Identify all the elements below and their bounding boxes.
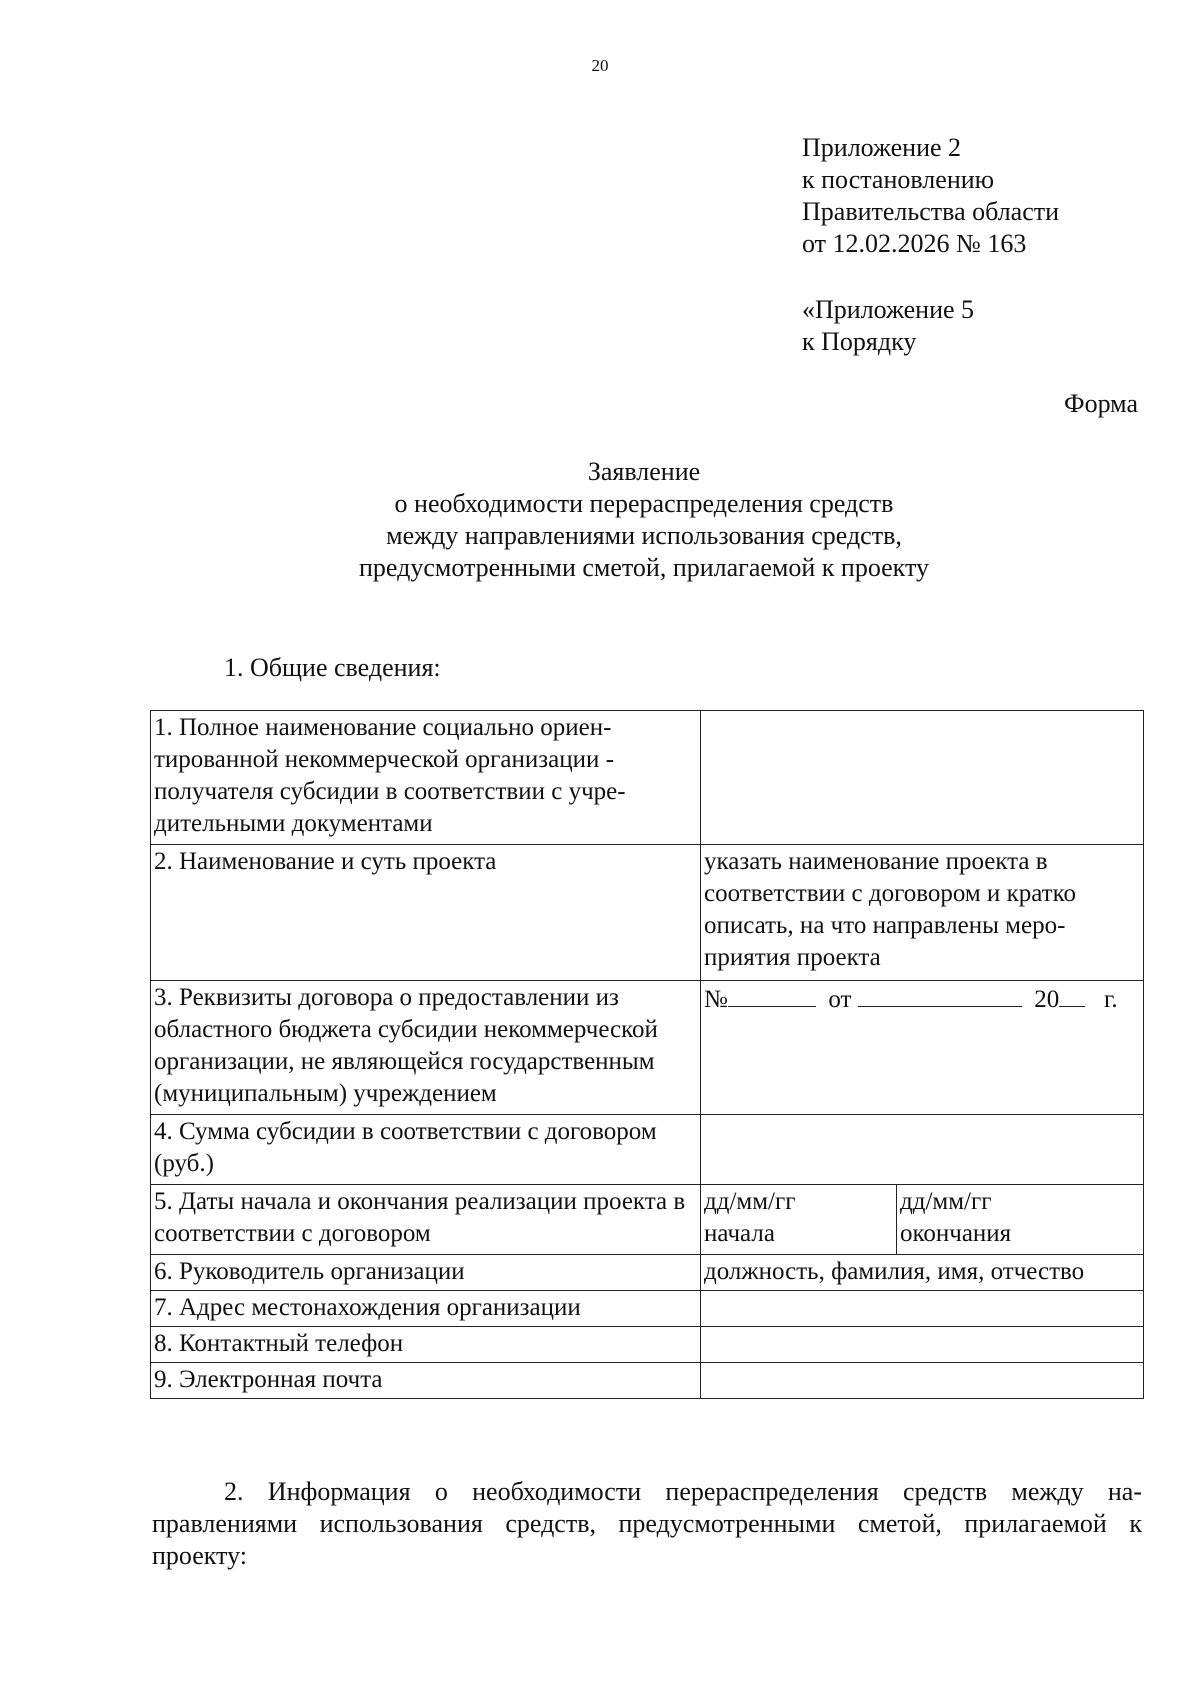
table-row bbox=[151, 981, 1144, 1115]
email-label: 9. Электронная почта bbox=[151, 1363, 701, 1399]
appendix-5-line-1: «Приложение 5 bbox=[802, 295, 975, 324]
agreement-year-suffix: г. bbox=[1103, 986, 1118, 1013]
appendix-5-line-2: к Порядку bbox=[802, 327, 917, 356]
appendix-2-line-1: Приложение 2 bbox=[802, 133, 962, 162]
agreement-year-blank[interactable] bbox=[1059, 982, 1085, 1007]
table-row bbox=[151, 1327, 1144, 1363]
appendix-2-line-4: от 12.02.2026 № 163 bbox=[802, 229, 1027, 258]
start-date-format: дд/мм/гг bbox=[704, 1188, 796, 1215]
head-of-org-label: 6. Руководитель организации bbox=[151, 1255, 701, 1291]
phone-field[interactable] bbox=[701, 1327, 1144, 1363]
project-name-label: 2. Наименование и суть проекта bbox=[151, 845, 701, 981]
org-name-label: 1. Полное наименование социально ориентированной некоммерческой организации - получателя субсидии в соответствии с учредительными документами bbox=[151, 711, 701, 845]
end-date-format: дд/мм/гг bbox=[900, 1188, 992, 1215]
page-number: 20 bbox=[591, 56, 609, 75]
org-name-field[interactable] bbox=[701, 711, 1144, 845]
title-line-2: о необходимости перераспределения средств bbox=[394, 489, 894, 518]
agreement-number-blank[interactable] bbox=[728, 982, 816, 1007]
section-2-text: 2. Информация о необходимости перераспределения средств между направлениями использования средств, предусмотренными сметой, прилагаемой к проекту: bbox=[152, 1477, 1142, 1570]
org-address-field[interactable] bbox=[701, 1291, 1144, 1327]
section-2-paragraph bbox=[152, 1476, 1142, 1572]
end-date-caption: окончания bbox=[900, 1220, 1012, 1247]
agreement-date-blank[interactable] bbox=[858, 982, 1022, 1007]
document-title bbox=[0, 456, 1200, 584]
section-1-heading: 1. Общие сведения: bbox=[224, 653, 441, 682]
table-row bbox=[151, 1185, 1144, 1255]
agreement-details-field[interactable] bbox=[701, 981, 1144, 1115]
project-name-field[interactable]: указать наименование проекта в соответствии с договором и кратко описать, на что направлены мероприятия проекта bbox=[701, 845, 1144, 981]
subsidy-amount-field[interactable] bbox=[701, 1115, 1144, 1185]
title-line-1: Заявление bbox=[587, 457, 701, 486]
appendix-2-block bbox=[802, 132, 1059, 260]
table-row bbox=[151, 1115, 1144, 1185]
appendix-5-block bbox=[802, 294, 974, 358]
table-row bbox=[151, 711, 1144, 845]
form-label: Форма bbox=[1064, 389, 1138, 418]
phone-label: 8. Контактный телефон bbox=[151, 1327, 701, 1363]
table-row bbox=[151, 1291, 1144, 1327]
project-start-date-field[interactable] bbox=[701, 1185, 897, 1255]
head-of-org-field[interactable]: должность, фамилия, имя, отчество bbox=[701, 1255, 1144, 1291]
appendix-2-line-3: Правительства области bbox=[802, 197, 1060, 226]
agreement-details-label: 3. Реквизиты договора о предоставлении из областного бюджета субсидии некоммерческой организации, не являющейся государственным (муниципальным) учреждением bbox=[151, 981, 701, 1115]
email-field[interactable] bbox=[701, 1363, 1144, 1399]
project-dates-label: 5. Даты начала и окончания реализации проекта в соответствии с договором bbox=[151, 1185, 701, 1255]
agreement-number-sign: № bbox=[704, 986, 728, 1013]
title-line-4: предусмотренными сметой, прилагаемой к проекту bbox=[358, 553, 929, 582]
table-row bbox=[151, 845, 1144, 981]
project-end-date-field[interactable] bbox=[897, 1185, 1144, 1255]
table-row bbox=[151, 1363, 1144, 1399]
table-row bbox=[151, 1255, 1144, 1291]
title-line-3: между направлениями использования средств, bbox=[386, 521, 902, 550]
appendix-2-line-2: к постановлению bbox=[802, 165, 995, 194]
general-info-table bbox=[150, 710, 1144, 1399]
subsidy-amount-label: 4. Сумма субсидии в соответствии с договором (руб.) bbox=[151, 1115, 701, 1185]
agreement-from-label: от bbox=[828, 986, 852, 1013]
agreement-year-prefix: 20 bbox=[1034, 986, 1060, 1013]
org-address-label: 7. Адрес местонахождения организации bbox=[151, 1291, 701, 1327]
start-date-caption: начала bbox=[704, 1220, 775, 1247]
